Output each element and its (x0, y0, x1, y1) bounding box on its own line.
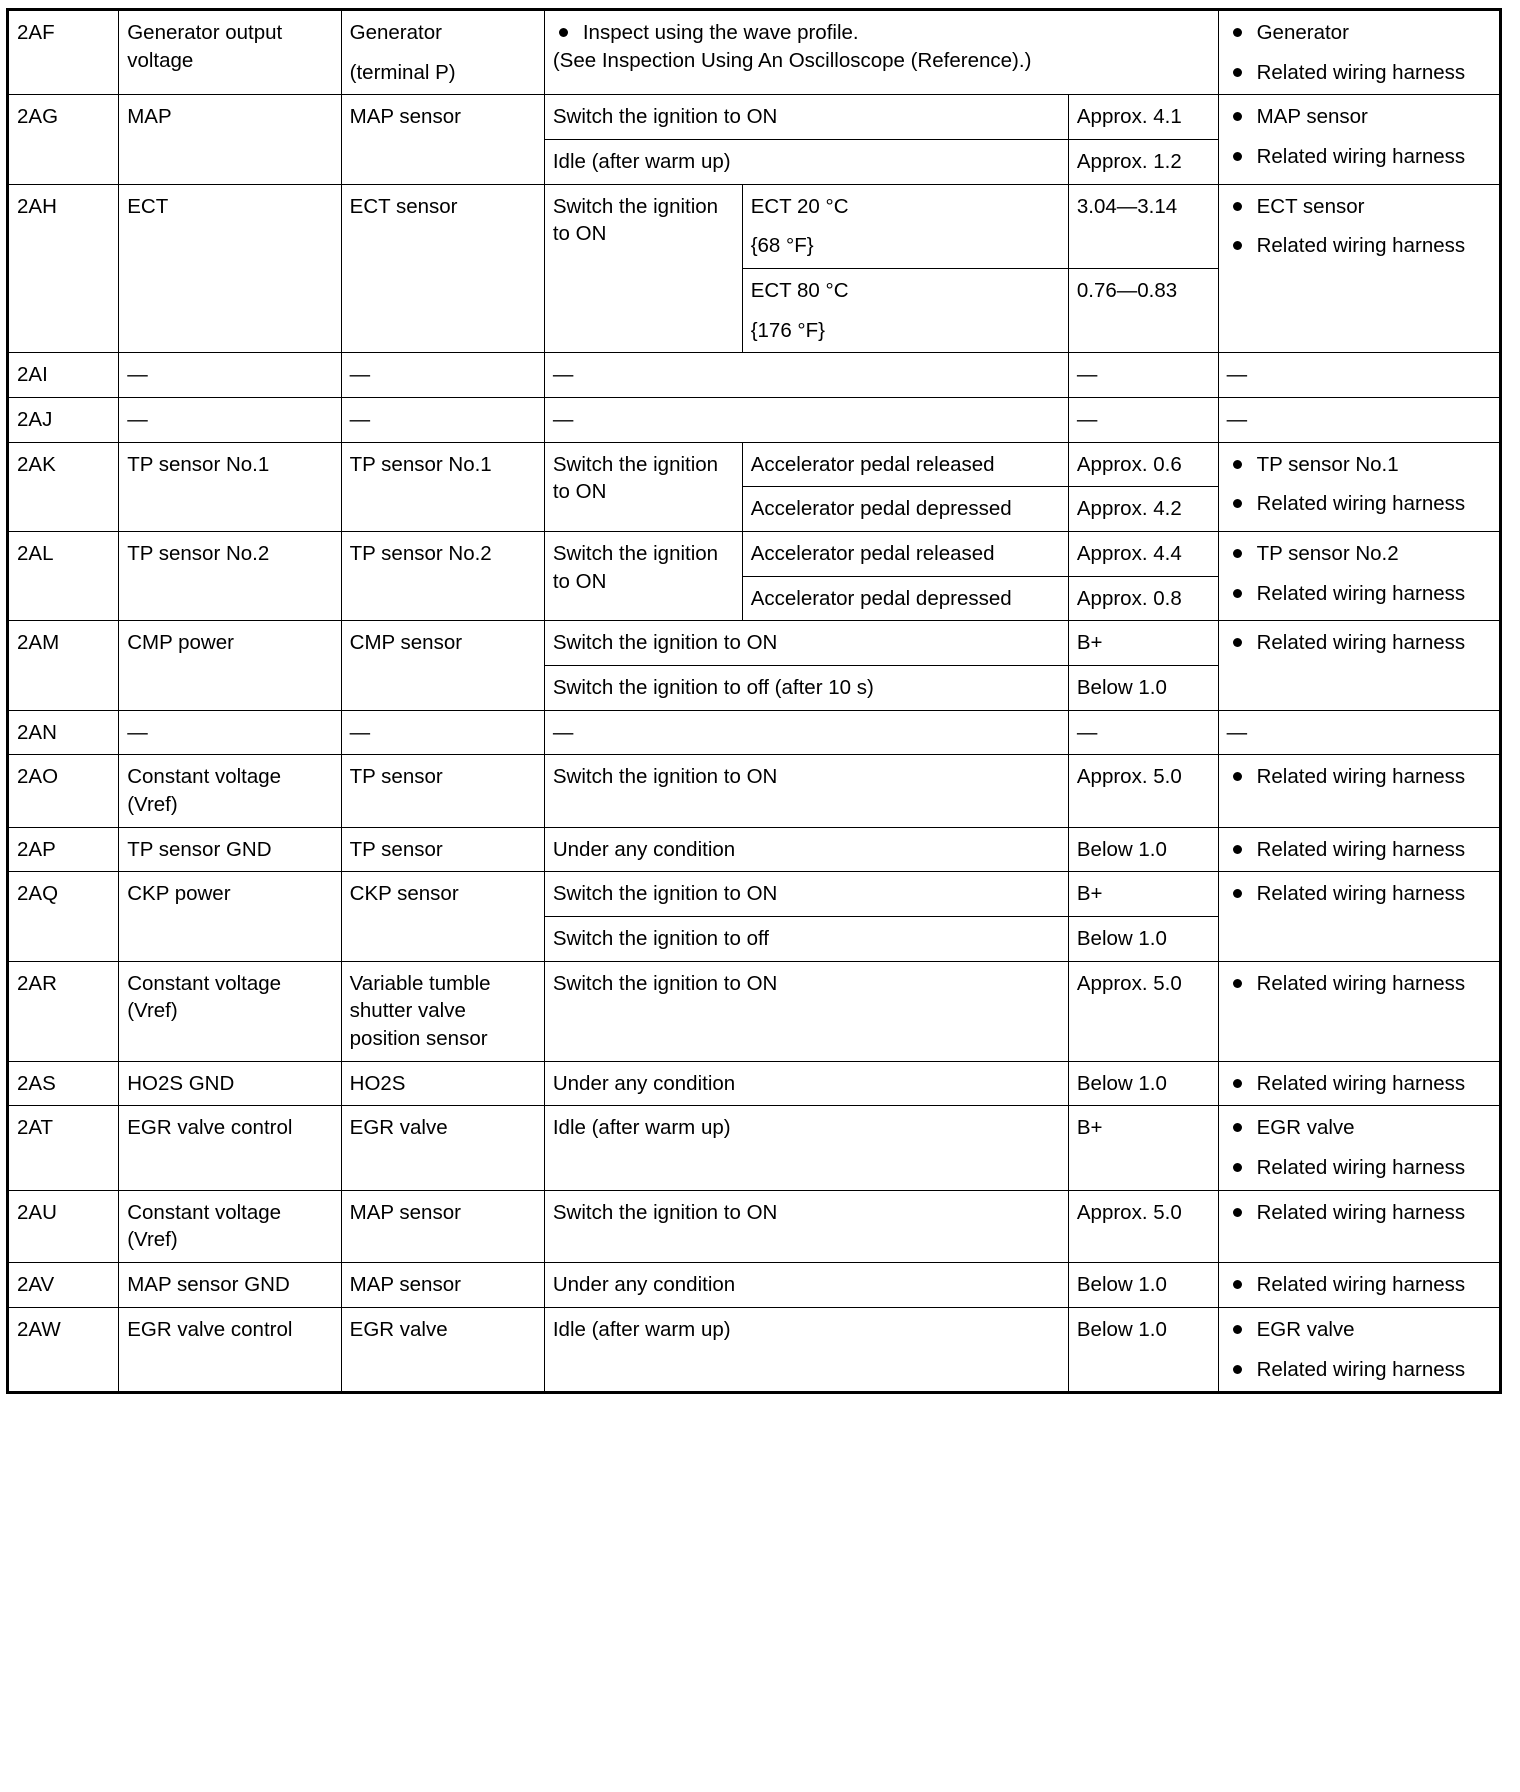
terminal-code: 2AL (8, 532, 119, 621)
related-parts (1218, 872, 1500, 961)
terminal-code: 2AR (8, 961, 119, 1061)
related-parts-list (1227, 763, 1491, 791)
connected-part: TP sensor No.2 (341, 532, 544, 621)
inspection-condition: Under any condition (544, 1263, 1068, 1308)
connected-part: EGR valve (341, 1106, 544, 1190)
list-item: Related wiring harness (1227, 59, 1491, 87)
signal-name: Generator output voltage (119, 10, 341, 95)
terminal-code: 2AQ (8, 872, 119, 961)
list-item: Related wiring harness (1227, 1154, 1491, 1182)
related-parts (1218, 755, 1500, 827)
inspection-condition: Switch the ignition to ON (544, 961, 1068, 1061)
related-parts-list (1227, 1271, 1491, 1299)
terminal-code: 2AS (8, 1061, 119, 1106)
signal-name: CKP power (119, 872, 341, 961)
subcondition-alt-unit: {68 °F} (750, 234, 814, 258)
table-row (8, 532, 1501, 577)
connected-part: CMP sensor (341, 621, 544, 710)
connected-part (341, 10, 544, 95)
signal-name: ECT (119, 184, 341, 353)
connected-part: MAP sensor (341, 1190, 544, 1262)
list-item: TP sensor No.2 (1227, 540, 1491, 568)
standard-value: Below 1.0 (1068, 666, 1218, 711)
connected-part: TP sensor (341, 827, 544, 872)
inspection-condition: — (544, 710, 1068, 755)
related-parts-list (1227, 1114, 1491, 1181)
connected-part: — (341, 398, 544, 443)
pcm-terminal-inspection-table (6, 8, 1502, 1394)
terminal-code: 2AV (8, 1263, 119, 1308)
standard-value: Below 1.0 (1068, 1307, 1218, 1392)
table-row (8, 621, 1501, 666)
connected-part: — (341, 353, 544, 398)
terminal-code: 2AJ (8, 398, 119, 443)
standard-value: — (1068, 353, 1218, 398)
standard-value: Below 1.0 (1068, 1263, 1218, 1308)
standard-value: Below 1.0 (1068, 1061, 1218, 1106)
related-parts-list (1227, 540, 1491, 607)
inspection-subcondition: Accelerator pedal depressed (742, 576, 1068, 621)
signal-name: HO2S GND (119, 1061, 341, 1106)
terminal-code: 2AM (8, 621, 119, 710)
standard-value: Approx. 5.0 (1068, 755, 1218, 827)
related-parts: — (1218, 353, 1500, 398)
connected-part-line2: (terminal P) (349, 60, 456, 84)
table-row (8, 1307, 1501, 1392)
related-parts-list (1227, 1316, 1491, 1383)
signal-name: Constant voltage (Vref) (119, 755, 341, 827)
terminal-code: 2AT (8, 1106, 119, 1190)
related-parts-list (1227, 836, 1491, 864)
table-row (8, 755, 1501, 827)
related-parts (1218, 961, 1500, 1061)
standard-value: Approx. 1.2 (1068, 140, 1218, 185)
table-row (8, 1190, 1501, 1262)
signal-name: Constant voltage (Vref) (119, 961, 341, 1061)
connected-part-line1: Generator (349, 21, 442, 44)
inspection-condition: Switch the ignition to ON (544, 1190, 1068, 1262)
signal-name: TP sensor GND (119, 827, 341, 872)
table-row (8, 1106, 1501, 1190)
subcondition-main: ECT 80 °C (750, 279, 849, 303)
signal-name: MAP sensor GND (119, 1263, 341, 1308)
inspection-condition: Under any condition (544, 827, 1068, 872)
list-item: Related wiring harness (1227, 763, 1491, 791)
table-row (8, 10, 1501, 95)
connected-part: Variable tumble shutter valve position sensor (341, 961, 544, 1061)
terminal-code: 2AW (8, 1307, 119, 1392)
table-row (8, 95, 1501, 140)
list-item: Related wiring harness (1227, 836, 1491, 864)
standard-value: — (1068, 398, 1218, 443)
terminal-code: 2AP (8, 827, 119, 872)
signal-name: EGR valve control (119, 1106, 341, 1190)
related-parts (1218, 442, 1500, 531)
list-item: EGR valve (1227, 1114, 1491, 1142)
related-parts-list (1227, 19, 1491, 86)
standard-value: — (1068, 710, 1218, 755)
related-parts (1218, 1061, 1500, 1106)
list-item: Related wiring harness (1227, 143, 1491, 171)
list-item: TP sensor No.1 (1227, 451, 1491, 479)
list-item: Related wiring harness (1227, 629, 1491, 657)
table-row (8, 872, 1501, 917)
signal-name: — (119, 353, 341, 398)
list-item: Related wiring harness (1227, 1356, 1491, 1384)
related-parts: — (1218, 710, 1500, 755)
list-item: MAP sensor (1227, 103, 1491, 131)
connected-part: EGR valve (341, 1307, 544, 1392)
subcondition-main: ECT 20 °C (750, 194, 849, 218)
inspection-condition: Switch the ignition to ON (544, 872, 1068, 917)
terminal-code: 2AH (8, 184, 119, 353)
terminal-code: 2AN (8, 710, 119, 755)
table-row (8, 710, 1501, 755)
signal-name: Constant voltage (Vref) (119, 1190, 341, 1262)
list-item: Related wiring harness (1227, 1271, 1491, 1299)
signal-name: TP sensor No.1 (119, 442, 341, 531)
inspection-subcondition (742, 269, 1068, 353)
terminal-code: 2AF (8, 10, 119, 95)
table-row (8, 1061, 1501, 1106)
standard-value: B+ (1068, 621, 1218, 666)
related-parts (1218, 621, 1500, 710)
connected-part: CKP sensor (341, 872, 544, 961)
note-reference: (See Inspection Using An Oscilloscope (Reference).) (552, 48, 1032, 72)
signal-name: TP sensor No.2 (119, 532, 341, 621)
standard-value: Approx. 0.8 (1068, 576, 1218, 621)
inspection-condition: Switch the ignition to ON (544, 621, 1068, 666)
terminal-code: 2AG (8, 95, 119, 184)
table-row (8, 398, 1501, 443)
list-item: Related wiring harness (1227, 490, 1491, 518)
related-parts (1218, 1190, 1500, 1262)
list-item: Inspect using the wave profile. (553, 19, 1210, 47)
inspection-condition: Switch the ignition to ON (544, 532, 742, 621)
subcondition-alt-unit: {176 °F} (750, 318, 825, 342)
related-parts-list (1227, 451, 1491, 518)
list-item: Related wiring harness (1227, 232, 1491, 260)
connected-part: — (341, 710, 544, 755)
standard-value: Approx. 4.1 (1068, 95, 1218, 140)
standard-value: Below 1.0 (1068, 917, 1218, 962)
inspection-condition: Switch the ignition to ON (544, 95, 1068, 140)
inspection-subcondition: Accelerator pedal depressed (742, 487, 1068, 532)
table-row (8, 961, 1501, 1061)
connected-part: TP sensor (341, 755, 544, 827)
inspection-condition: Idle (after warm up) (544, 1106, 1068, 1190)
table-row (8, 442, 1501, 487)
inspection-subcondition: Accelerator pedal released (742, 532, 1068, 577)
inspection-condition: Switch the ignition to ON (544, 755, 1068, 827)
connected-part: ECT sensor (341, 184, 544, 353)
signal-name: — (119, 398, 341, 443)
list-item: Related wiring harness (1227, 1070, 1491, 1098)
note-bullet-list (553, 19, 1210, 47)
list-item: Generator (1227, 19, 1491, 47)
standard-value: Approx. 5.0 (1068, 1190, 1218, 1262)
inspection-condition: Idle (after warm up) (544, 140, 1068, 185)
connected-part: HO2S (341, 1061, 544, 1106)
list-item: Related wiring harness (1227, 1199, 1491, 1227)
inspection-condition: Idle (after warm up) (544, 1307, 1068, 1392)
table-row (8, 1263, 1501, 1308)
inspection-condition: — (544, 398, 1068, 443)
related-parts (1218, 1307, 1500, 1392)
standard-value: Approx. 4.4 (1068, 532, 1218, 577)
inspection-condition: Under any condition (544, 1061, 1068, 1106)
terminal-code: 2AU (8, 1190, 119, 1262)
inspection-condition: Switch the ignition to ON (544, 442, 742, 531)
standard-value: Approx. 0.6 (1068, 442, 1218, 487)
list-item: Related wiring harness (1227, 970, 1491, 998)
inspection-condition: Switch the ignition to off (544, 917, 1068, 962)
standard-value: 3.04—3.14 (1068, 184, 1218, 268)
related-parts-list (1227, 1070, 1491, 1098)
list-item: ECT sensor (1227, 193, 1491, 221)
table-row (8, 184, 1501, 268)
table-row (8, 353, 1501, 398)
standard-value: 0.76—0.83 (1068, 269, 1218, 353)
related-parts (1218, 1263, 1500, 1308)
inspection-condition: Switch the ignition to ON (544, 184, 742, 353)
related-parts (1218, 532, 1500, 621)
related-parts-list (1227, 193, 1491, 260)
inspection-note (544, 10, 1218, 95)
standard-value: Approx. 5.0 (1068, 961, 1218, 1061)
signal-name: — (119, 710, 341, 755)
standard-value: B+ (1068, 872, 1218, 917)
standard-value: Approx. 4.2 (1068, 487, 1218, 532)
list-item: EGR valve (1227, 1316, 1491, 1344)
list-item: Related wiring harness (1227, 880, 1491, 908)
related-parts: — (1218, 398, 1500, 443)
related-parts-list (1227, 1199, 1491, 1227)
terminal-code: 2AK (8, 442, 119, 531)
standard-value: B+ (1068, 1106, 1218, 1190)
related-parts (1218, 184, 1500, 353)
list-item: Related wiring harness (1227, 580, 1491, 608)
inspection-subcondition: Accelerator pedal released (742, 442, 1068, 487)
inspection-condition: — (544, 353, 1068, 398)
related-parts (1218, 1106, 1500, 1190)
signal-name: CMP power (119, 621, 341, 710)
related-parts (1218, 827, 1500, 872)
terminal-code: 2AI (8, 353, 119, 398)
connected-part: MAP sensor (341, 95, 544, 184)
connected-part: MAP sensor (341, 1263, 544, 1308)
connected-part: TP sensor No.1 (341, 442, 544, 531)
related-parts (1218, 10, 1500, 95)
signal-name: EGR valve control (119, 1307, 341, 1392)
signal-name: MAP (119, 95, 341, 184)
table-row (8, 827, 1501, 872)
standard-value: Below 1.0 (1068, 827, 1218, 872)
related-parts-list (1227, 880, 1491, 908)
related-parts (1218, 95, 1500, 184)
inspection-subcondition (742, 184, 1068, 268)
related-parts-list (1227, 629, 1491, 657)
related-parts-list (1227, 103, 1491, 170)
related-parts-list (1227, 970, 1491, 998)
inspection-condition: Switch the ignition to off (after 10 s) (544, 666, 1068, 711)
terminal-code: 2AO (8, 755, 119, 827)
